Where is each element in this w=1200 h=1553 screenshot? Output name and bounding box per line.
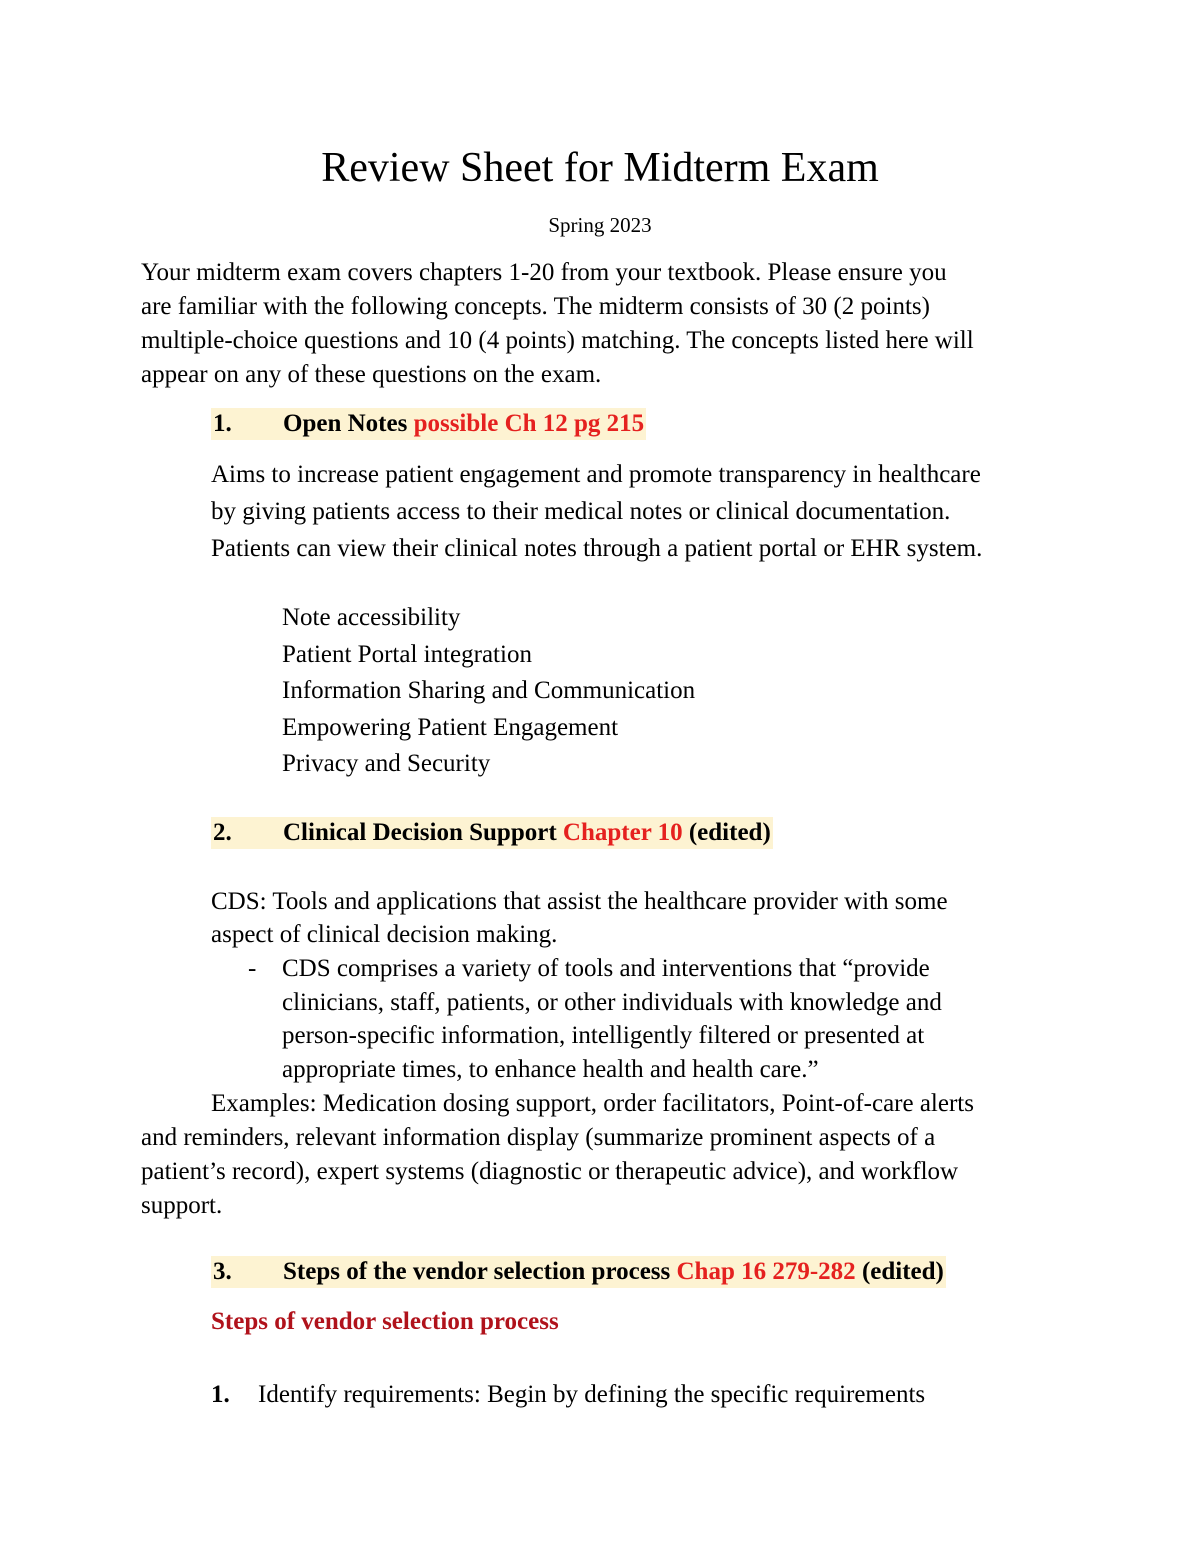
section-reference: possible Ch 12 pg 215 <box>413 410 645 437</box>
section-number: 2. <box>213 819 232 846</box>
intro-paragraph <box>141 256 1081 392</box>
bullet-dash: - <box>248 955 257 982</box>
bullet-text <box>282 952 942 1086</box>
section-number: 1. <box>213 410 232 437</box>
paragraph-line: appropriate times, to enhance health and health care.” <box>282 1055 819 1083</box>
paragraph-line: Examples: Medication dosing support, order facilitators, Point-of-care alerts <box>211 1090 974 1117</box>
section-title: Steps of the vendor selection process <box>283 1258 671 1285</box>
list-item: Information Sharing and Communication <box>282 677 696 704</box>
paragraph-line: clinicians, staff, patients, or other individuals with knowledge and <box>282 988 942 1016</box>
cds-definition <box>211 885 948 951</box>
section-suffix: (edited) <box>861 1258 944 1285</box>
paragraph-line: support. <box>141 1192 223 1219</box>
section-title: Clinical Decision Support <box>283 819 557 846</box>
page-title: Review Sheet for Midterm Exam <box>321 145 879 191</box>
section-number: 3. <box>213 1258 232 1285</box>
paragraph-line: CDS comprises a variety of tools and interventions that “provide <box>282 955 930 982</box>
paragraph-line: by giving patients access to their medical notes or clinical documentation. <box>211 498 951 525</box>
intro-line: multiple-choice questions and 10 (4 points) matching. The concepts listed here will <box>141 327 974 354</box>
cds-examples <box>141 1087 974 1223</box>
paragraph-line: patient’s record), expert systems (diagnostic or therapeutic advice), and workflow <box>141 1158 959 1185</box>
list-item: Patient Portal integration <box>282 640 532 668</box>
paragraph-line: and reminders, relevant information display (summarize prominent aspects of a <box>141 1124 936 1151</box>
vendor-steps-subheading: Steps of vendor selection process <box>211 1308 559 1335</box>
section-title: Open Notes <box>283 410 408 437</box>
intro-line: are familiar with the following concepts. The midterm consists of 30 (2 points) <box>141 293 930 320</box>
section-heading-clinical-decision-support <box>211 817 773 849</box>
paragraph-line: person-specific information, intelligently filtered or presented at <box>282 1022 925 1049</box>
list-item: Note accessibility <box>282 604 461 631</box>
section-heading-vendor-selection <box>211 1256 946 1288</box>
section-suffix: (edited) <box>688 819 771 846</box>
open-notes-features-list <box>282 600 695 783</box>
section-reference: Chap 16 279-282 <box>676 1258 856 1285</box>
intro-line: appear on any of these questions on the exam. <box>141 361 602 388</box>
paragraph-line: CDS: Tools and applications that assist the healthcare provider with some <box>211 888 948 915</box>
paragraph-line: aspect of clinical decision making. <box>211 921 558 948</box>
intro-line: Your midterm exam covers chapters 1-20 from your textbook. Please ensure you <box>141 259 947 286</box>
page-subtitle: Spring 2023 <box>548 213 652 237</box>
paragraph-line: Aims to increase patient engagement and promote transparency in healthcare <box>211 461 981 488</box>
section-reference: Chapter 10 <box>562 819 683 846</box>
step-text: Identify requirements: Begin by defining the specific requirements <box>258 1381 926 1408</box>
vendor-step-item <box>211 1378 925 1412</box>
section-heading-open-notes <box>211 408 646 440</box>
step-number: 1. <box>211 1381 230 1408</box>
list-item: Privacy and Security <box>282 750 491 777</box>
paragraph-line: Patients can view their clinical notes through a patient portal or EHR system. <box>211 535 983 562</box>
list-item: Empowering Patient Engagement <box>282 713 619 741</box>
open-notes-description <box>211 456 982 567</box>
